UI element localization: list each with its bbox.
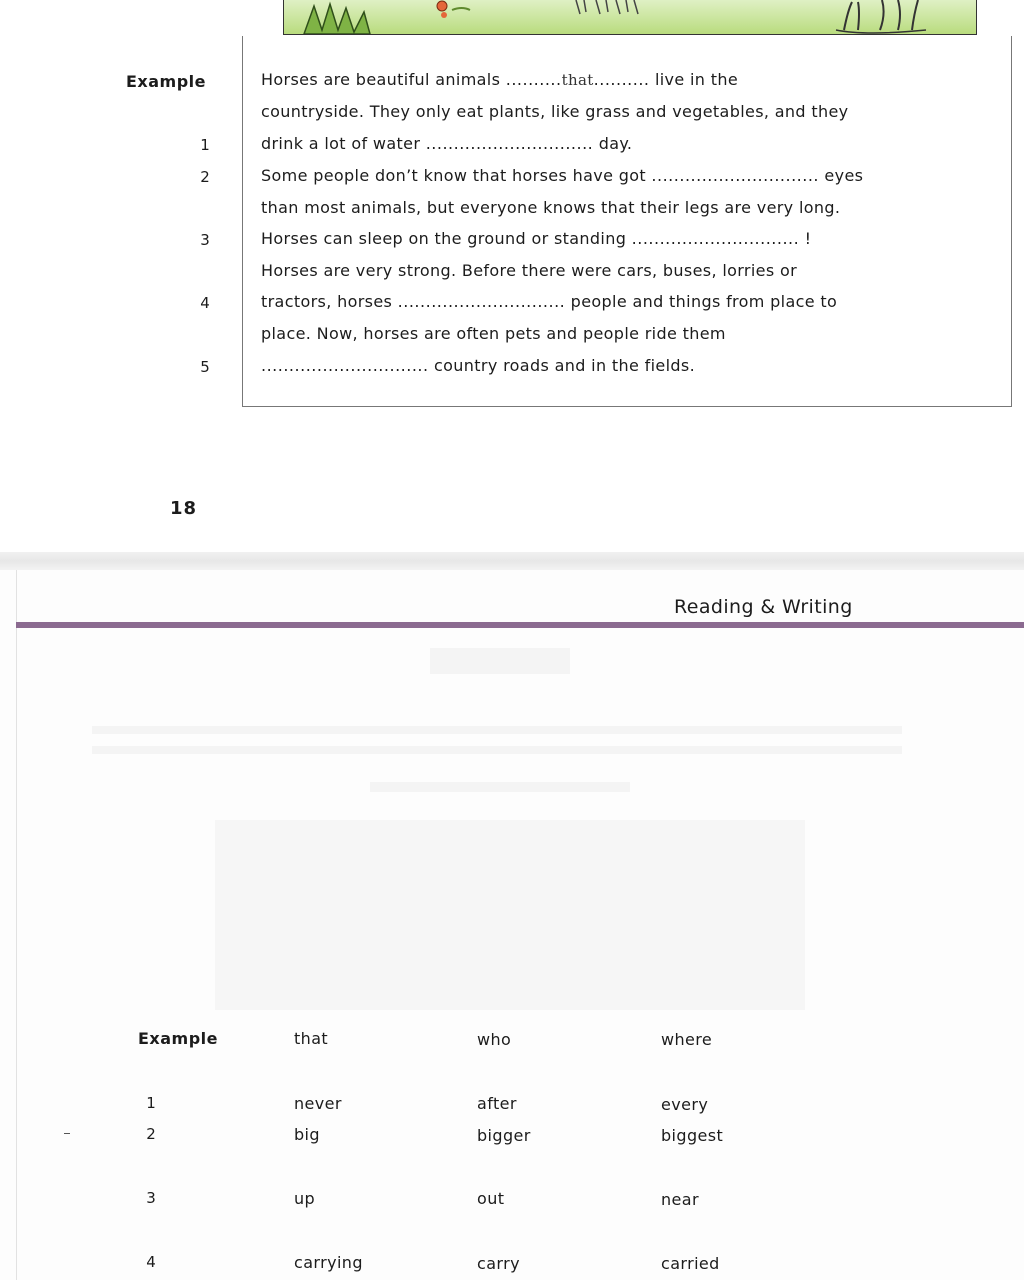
header-rule xyxy=(16,622,1024,628)
answer-blank-3[interactable]: .............................. xyxy=(631,229,800,248)
story-line-6: Horses can sleep on the ground or standing .............................. ! xyxy=(261,229,812,248)
question-number-5: 5 xyxy=(200,358,210,376)
answer-blank-4[interactable]: .............................. xyxy=(397,292,566,311)
example-answer: that xyxy=(561,71,594,89)
story-line-3: drink a lot of water .............................. day. xyxy=(261,134,633,153)
question-number-2: 2 xyxy=(200,168,210,186)
faint-text-showthrough xyxy=(92,726,902,734)
page-number: 18 xyxy=(170,498,198,519)
story-line-2: countryside. They only eat plants, like grass and vegetables, and they xyxy=(261,102,849,121)
option-number-2: 2 xyxy=(146,1125,156,1143)
options-example-label: Example xyxy=(138,1029,219,1048)
option-1-b[interactable]: after xyxy=(477,1094,517,1113)
faint-text-showthrough xyxy=(92,746,902,754)
option-3-c[interactable]: near xyxy=(661,1190,699,1209)
story-line-9: place. Now, horses are often pets and people ride them xyxy=(261,324,726,343)
option-4-a[interactable]: carrying xyxy=(294,1253,363,1272)
option-example-c: where xyxy=(661,1030,713,1049)
margin-mark xyxy=(64,1133,70,1134)
option-1-a[interactable]: never xyxy=(294,1094,342,1113)
option-2-b[interactable]: bigger xyxy=(477,1126,531,1145)
option-2-c[interactable]: biggest xyxy=(661,1126,724,1145)
faint-heading-showthrough xyxy=(430,648,570,674)
answer-blank-1[interactable]: .............................. xyxy=(425,134,594,153)
page-edge-line xyxy=(16,570,17,1280)
option-2-a[interactable]: big xyxy=(294,1125,320,1144)
story-line-8: tractors, horses .............................. people and things from place to xyxy=(261,292,838,311)
story-line-10: .............................. country roads and in the fields. xyxy=(261,356,696,375)
example-label: Example xyxy=(126,72,207,91)
story-line-7: Horses are very strong. Before there were cars, buses, lorries or xyxy=(261,261,798,280)
option-number-3: 3 xyxy=(146,1189,156,1207)
story-line-1: Horses are beautiful animals ..........that.......... live in the xyxy=(261,70,739,89)
story-line-5: than most animals, but everyone knows that their legs are very long. xyxy=(261,198,841,217)
answer-blank-5[interactable]: .............................. xyxy=(261,356,429,375)
option-1-c[interactable]: every xyxy=(661,1095,709,1114)
question-number-1: 1 xyxy=(200,136,210,154)
option-4-c[interactable]: carried xyxy=(661,1254,720,1273)
question-number-4: 4 xyxy=(200,294,210,312)
section-title: Reading & Writing xyxy=(674,596,853,618)
story-text-frame xyxy=(242,36,1012,407)
option-example-b: who xyxy=(477,1030,512,1049)
question-number-3: 3 xyxy=(200,231,210,249)
horse-illustration xyxy=(283,0,977,35)
option-example-a: that xyxy=(294,1029,329,1048)
option-number-1: 1 xyxy=(146,1094,156,1112)
option-number-4: 4 xyxy=(146,1253,156,1271)
faint-picture-showthrough xyxy=(215,820,805,1010)
option-3-b[interactable]: out xyxy=(477,1189,505,1208)
story-line-4: Some people don’t know that horses have got .............................. eyes xyxy=(261,166,864,185)
faint-text-showthrough xyxy=(370,782,630,792)
answer-blank-2[interactable]: .............................. xyxy=(651,166,819,185)
option-4-b[interactable]: carry xyxy=(477,1254,520,1273)
page-gap xyxy=(0,552,1024,570)
answer-blank-example: .......... xyxy=(505,70,562,89)
option-3-a[interactable]: up xyxy=(294,1189,316,1208)
